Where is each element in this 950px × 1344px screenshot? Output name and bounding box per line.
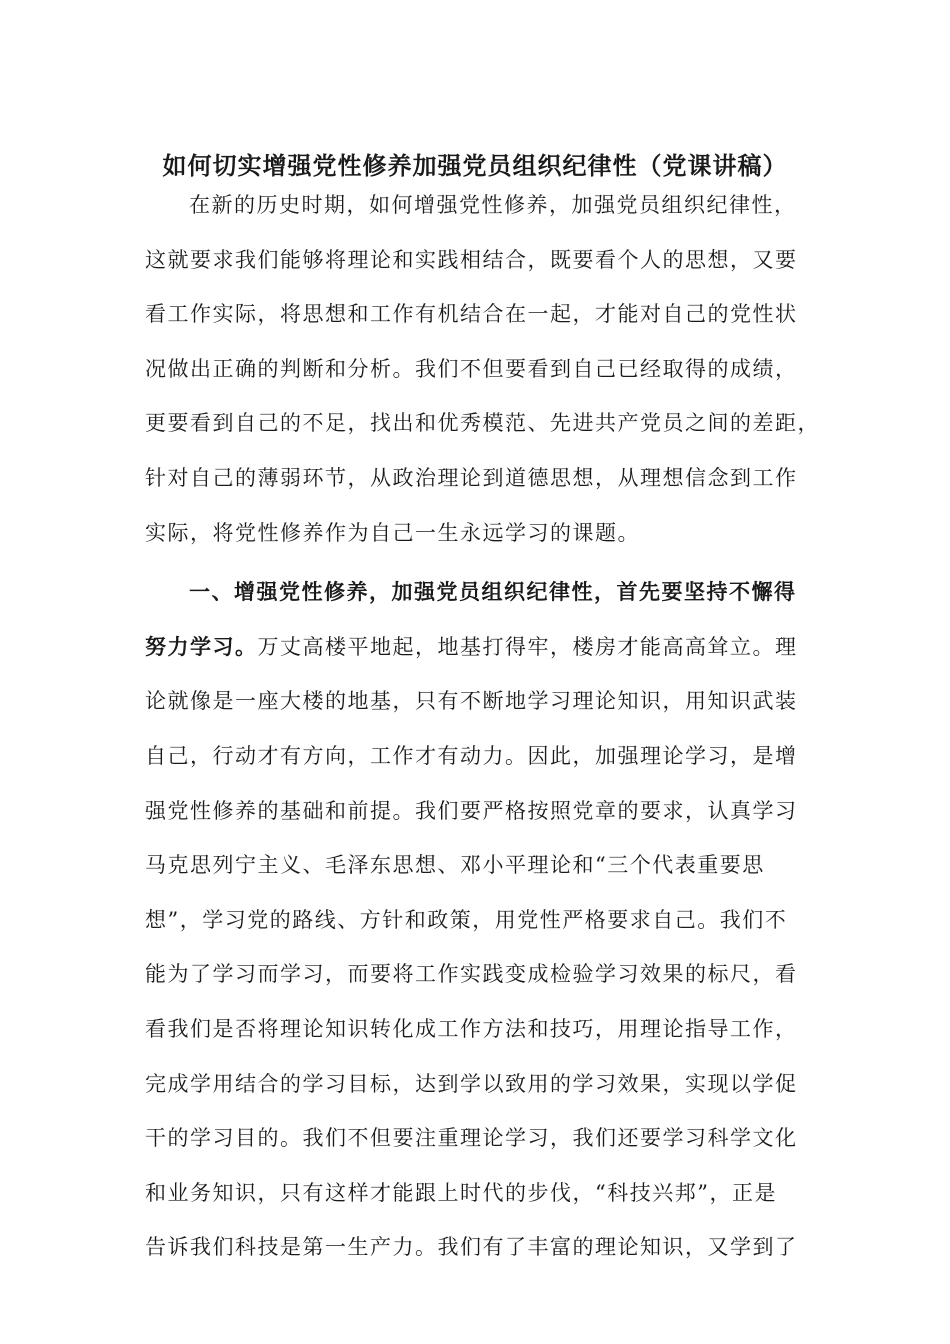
paragraph-line-rest: 万丈高楼平地起，地基打得牢，楼房才能高高耸立。理 <box>257 634 798 659</box>
paragraph-line: 干的学习目的。我们不但要注重理论学习，我们还要学习科学文化 <box>145 1126 798 1151</box>
document-body <box>145 178 820 1275</box>
paragraph-line: 看工作实际，将思想和工作有机结合在一起，才能对自己的党性状 <box>145 302 798 327</box>
paragraph-line: 看我们是否将理论知识转化成工作方法和技巧，用理论指导工作， <box>145 1016 798 1041</box>
document-title: 如何切实增强党性修养加强党员组织纪律性（党课讲稿） <box>162 151 788 180</box>
paragraph-line: 想”，学习党的路线、方针和政策，用党性严格要求自己。我们不 <box>145 907 788 932</box>
section-heading-continuation <box>145 620 805 675</box>
paragraph-line: 和业务知识，只有这样才能跟上时代的步伐，“科技兴邦”，正是 <box>145 1180 777 1205</box>
paragraph-line: 马克思列宁主义、毛泽东思想、邓小平理论和“三个代表重要思 <box>145 853 765 878</box>
intro-paragraph <box>145 178 820 560</box>
paragraph-line: 自己，行动才有方向，工作才有动力。因此，加强理论学习，是增 <box>145 743 798 768</box>
paragraph-line: 告诉我们科技是第一生产力。我们有了丰富的理论知识，又学到了 <box>145 1235 798 1260</box>
section-heading-end: 努力学习。 <box>145 633 258 659</box>
paragraph-line: 更要看到自己的不足，找出和优秀模范、先进共产党员之间的差距， <box>145 411 820 436</box>
paragraph-line: 实际，将党性修养作为自己一生永远学习的课题。 <box>145 520 640 545</box>
paragraph-line: 完成学用结合的学习目标，达到学以致用的学习效果，实现以学促 <box>145 1071 798 1096</box>
paragraph-line: 况做出正确的判断和分析。我们不但要看到自己已经取得的成绩， <box>145 356 798 381</box>
section-one-paragraph <box>145 565 805 1275</box>
paragraph-line: 在新的历史时期，如何增强党性修养，加强党员组织纪律性， <box>189 193 797 217</box>
paragraph-line: 针对自己的薄弱环节，从政治理论到道德思想，从理想信念到工作 <box>145 465 798 490</box>
paragraph-line: 强党性修养的基础和前提。我们要严格按照党章的要求，认真学习 <box>145 798 798 823</box>
paragraph-line: 能为了学习而学习，而要将工作实践变成检验学习效果的标尺，看 <box>145 962 798 987</box>
paragraph-line: 这就要求我们能够将理论和实践相结合，既要看个人的思想，又要 <box>145 247 798 272</box>
section-heading-line: 一、增强党性修养，加强党员组织纪律性，首先要坚持不懈得 <box>189 579 797 605</box>
paragraph-line: 论就像是一座大楼的地基，只有不断地学习理论知识，用知识武装 <box>145 689 798 714</box>
